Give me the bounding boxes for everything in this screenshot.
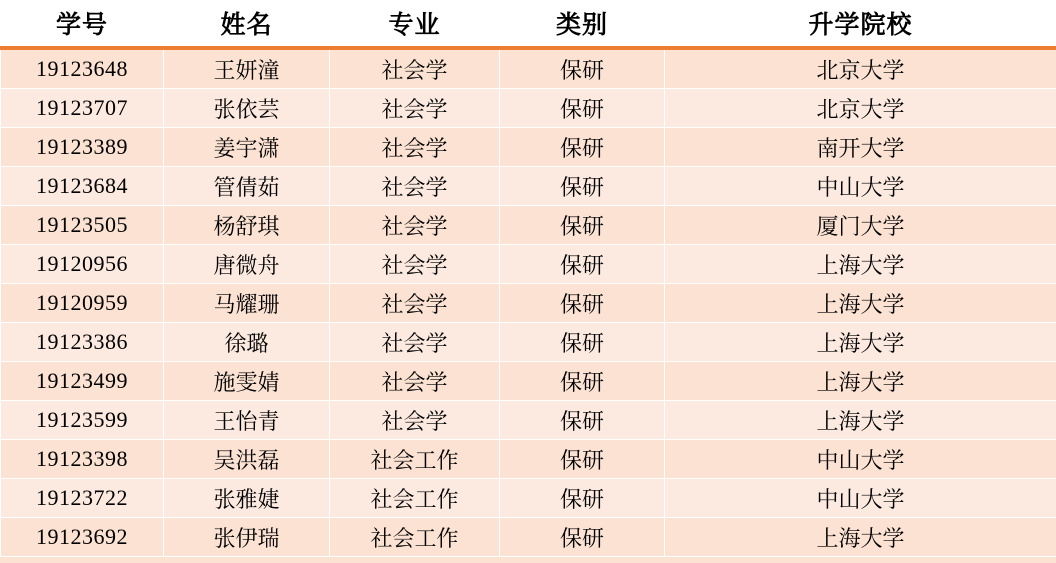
- cell-category: 保研: [500, 323, 665, 362]
- cell-category: 保研: [500, 362, 665, 401]
- cell-school: 上海大学: [665, 323, 1056, 362]
- table-row: [1, 206, 1056, 245]
- cell-school: 上海大学: [665, 401, 1056, 440]
- cell-category: 保研: [500, 479, 665, 518]
- cell-category: 保研: [500, 518, 665, 557]
- cell-major: 社会学: [330, 206, 500, 245]
- cell-school: 上海大学: [665, 245, 1056, 284]
- cell-student-id: 19120956: [1, 245, 164, 284]
- cell-name: 张雅婕: [164, 479, 330, 518]
- cell-major: 社会工作: [330, 440, 500, 479]
- cell-school: 上海大学: [665, 362, 1056, 401]
- table-row: [1, 89, 1056, 128]
- cell-student-id: 19120959: [1, 284, 164, 323]
- cell-category: 保研: [500, 128, 665, 167]
- cell-name: 徐璐: [164, 323, 330, 362]
- cell-category: 保研: [500, 284, 665, 323]
- table-row: [1, 323, 1056, 362]
- table-row: [1, 167, 1056, 206]
- table-row: [1, 362, 1056, 401]
- column-header-major: 专业: [330, 0, 500, 48]
- table-header: [1, 0, 1056, 48]
- cell-category: 保研: [500, 245, 665, 284]
- cell-major: 社会学: [330, 362, 500, 401]
- cell-category: 保研: [500, 89, 665, 128]
- cell-major: 社会学: [330, 128, 500, 167]
- cell-student-id: 19123389: [1, 128, 164, 167]
- cell-name: 张伊瑞: [164, 518, 330, 557]
- column-header-student-id: 学号: [1, 0, 164, 48]
- cell-student-id: 19123505: [1, 206, 164, 245]
- table-row: [1, 479, 1056, 518]
- cell-name: 马耀珊: [164, 284, 330, 323]
- cell-student-id: 19123692: [1, 518, 164, 557]
- column-header-school: 升学院校: [665, 0, 1056, 48]
- cell-major: 社会工作: [330, 518, 500, 557]
- column-header-name: 姓名: [164, 0, 330, 48]
- cell-student-id: 19123398: [1, 440, 164, 479]
- cell-name: 王妍潼: [164, 48, 330, 89]
- cell-student-id: 19123386: [1, 323, 164, 362]
- cell-name: 管倩茹: [164, 167, 330, 206]
- cell-school: 中山大学: [665, 479, 1056, 518]
- cell-category: 保研: [500, 48, 665, 89]
- cell-name: 王怡青: [164, 401, 330, 440]
- cell-school: 中山大学: [665, 440, 1056, 479]
- table-row: [1, 128, 1056, 167]
- table-row: [1, 518, 1056, 557]
- table-body: [1, 48, 1056, 557]
- cell-student-id: 19123648: [1, 48, 164, 89]
- cell-school: 厦门大学: [665, 206, 1056, 245]
- cell-major: 社会学: [330, 89, 500, 128]
- cell-school: 北京大学: [665, 89, 1056, 128]
- cell-major: 社会学: [330, 284, 500, 323]
- table-row: [1, 245, 1056, 284]
- cell-category: 保研: [500, 401, 665, 440]
- cell-major: 社会学: [330, 323, 500, 362]
- table-row: [1, 284, 1056, 323]
- cell-major: 社会工作: [330, 479, 500, 518]
- cell-student-id: 19123599: [1, 401, 164, 440]
- column-header-category: 类别: [500, 0, 665, 48]
- cell-name: 吴洪磊: [164, 440, 330, 479]
- cell-student-id: 19123722: [1, 479, 164, 518]
- cell-school: 南开大学: [665, 128, 1056, 167]
- table-bottom-edge: [0, 557, 1056, 563]
- cell-school: 上海大学: [665, 518, 1056, 557]
- cell-student-id: 19123499: [1, 362, 164, 401]
- cell-major: 社会学: [330, 167, 500, 206]
- cell-name: 唐微舟: [164, 245, 330, 284]
- cell-major: 社会学: [330, 245, 500, 284]
- table-row: [1, 401, 1056, 440]
- table-row: [1, 440, 1056, 479]
- cell-student-id: 19123684: [1, 167, 164, 206]
- cell-school: 中山大学: [665, 167, 1056, 206]
- cell-major: 社会学: [330, 401, 500, 440]
- cell-school: 北京大学: [665, 48, 1056, 89]
- cell-name: 张依芸: [164, 89, 330, 128]
- cell-major: 社会学: [330, 48, 500, 89]
- cell-category: 保研: [500, 206, 665, 245]
- cell-name: 杨舒琪: [164, 206, 330, 245]
- cell-category: 保研: [500, 167, 665, 206]
- cell-student-id: 19123707: [1, 89, 164, 128]
- cell-name: 施雯婧: [164, 362, 330, 401]
- cell-name: 姜宇潇: [164, 128, 330, 167]
- header-row: [1, 0, 1056, 48]
- table-row: [1, 48, 1056, 89]
- cell-category: 保研: [500, 440, 665, 479]
- cell-school: 上海大学: [665, 284, 1056, 323]
